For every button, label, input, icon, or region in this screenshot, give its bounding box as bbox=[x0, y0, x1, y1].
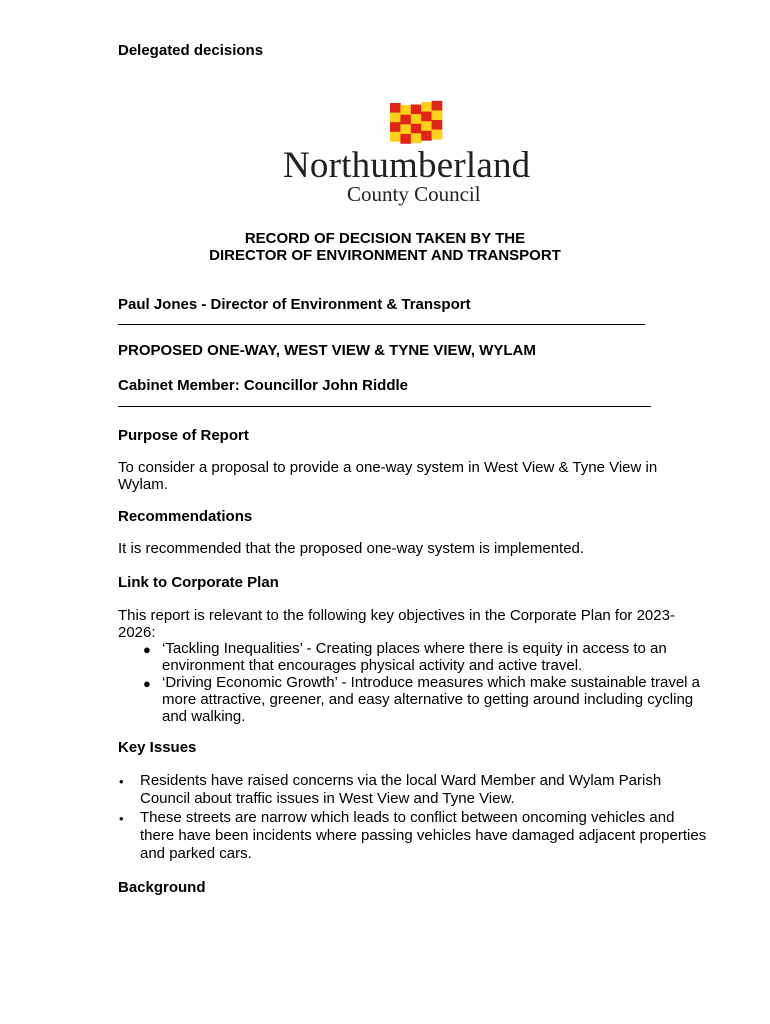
corporate-plan-intro-1: This report is relevant to the following key objectives in the Corporate Plan for 2023- bbox=[118, 607, 675, 624]
flag-cell bbox=[421, 131, 432, 141]
key-issues-heading: Key Issues bbox=[118, 739, 197, 756]
list-item: ‘Driving Economic Growth’ - Introduce measures which make sustainable travel a bbox=[162, 674, 701, 691]
purpose-heading: Purpose of Report bbox=[118, 427, 249, 444]
list-item: and walking. bbox=[162, 708, 246, 725]
flag-cell bbox=[411, 105, 422, 115]
flag-cell bbox=[432, 120, 443, 130]
flag-cell bbox=[421, 121, 432, 131]
flag-cell bbox=[421, 102, 432, 112]
corporate-plan-heading: Link to Corporate Plan bbox=[118, 574, 279, 591]
flag-cell bbox=[411, 114, 422, 124]
flag-cell bbox=[411, 133, 422, 143]
flag-cell bbox=[390, 122, 401, 132]
list-item: there have been incidents where passing vehicles have damaged adjacent properties bbox=[140, 827, 707, 844]
recommendations-heading: Recommendations bbox=[118, 508, 253, 525]
logo-name: Northumberland bbox=[283, 145, 531, 186]
flag-cell bbox=[390, 113, 401, 123]
bullet-dot-icon: • bbox=[119, 774, 124, 789]
flag-cell bbox=[421, 112, 432, 122]
flag-cell bbox=[432, 101, 443, 111]
flag-cell bbox=[411, 124, 422, 134]
flag-cell bbox=[432, 130, 443, 140]
northumberland-flag-icon bbox=[388, 100, 444, 146]
flag-cell bbox=[390, 132, 401, 142]
title-line-2: DIRECTOR OF ENVIRONMENT AND TRANSPORT bbox=[209, 247, 561, 264]
list-item: more attractive, greener, and easy alternative to getting around including cycling bbox=[162, 691, 694, 708]
divider-rule bbox=[118, 406, 651, 407]
flag-cell bbox=[400, 105, 411, 115]
recommendations-text: It is recommended that the proposed one-way system is implemented. bbox=[118, 540, 585, 557]
list-item: environment that encourages physical activity and active travel. bbox=[162, 657, 583, 674]
logo-subtitle: County Council bbox=[347, 182, 481, 206]
list-item: ‘Tackling Inequalities’ - Creating places where there is equity in access to an bbox=[162, 640, 667, 657]
bullet-dot-icon: • bbox=[119, 811, 124, 826]
flag-cell bbox=[400, 134, 411, 144]
divider-rule bbox=[118, 324, 645, 325]
bullet-dot-icon: ● bbox=[143, 676, 151, 691]
background-heading: Background bbox=[118, 879, 206, 896]
flag-cell bbox=[400, 124, 411, 134]
list-item: Residents have raised concerns via the local Ward Member and Wylam Parish bbox=[140, 772, 662, 789]
header-label: Delegated decisions bbox=[118, 42, 264, 59]
author-line: Paul Jones - Director of Environment & Transport bbox=[118, 296, 471, 313]
title-line-1: RECORD OF DECISION TAKEN BY THE bbox=[244, 230, 526, 247]
flag-cell bbox=[400, 115, 411, 125]
list-item: These streets are narrow which leads to conflict between oncoming vehicles and bbox=[140, 809, 675, 826]
bullet-dot-icon: ● bbox=[143, 642, 151, 657]
list-item: and parked cars. bbox=[140, 845, 252, 862]
cabinet-member: Cabinet Member: Councillor John Riddle bbox=[118, 377, 409, 394]
flag-cell bbox=[432, 110, 443, 120]
flag-cell bbox=[390, 103, 401, 113]
corporate-plan-intro-2: 2026: bbox=[118, 624, 156, 641]
list-item: Council about traffic issues in West View and Tyne View. bbox=[140, 790, 515, 807]
council-logo bbox=[283, 100, 573, 210]
subject-heading: PROPOSED ONE-WAY, WEST VIEW & TYNE VIEW, WYLAM bbox=[118, 342, 536, 359]
purpose-line-2: Wylam. bbox=[118, 476, 168, 493]
purpose-line-1: To consider a proposal to provide a one-way system in West View & Tyne View in bbox=[118, 459, 658, 476]
